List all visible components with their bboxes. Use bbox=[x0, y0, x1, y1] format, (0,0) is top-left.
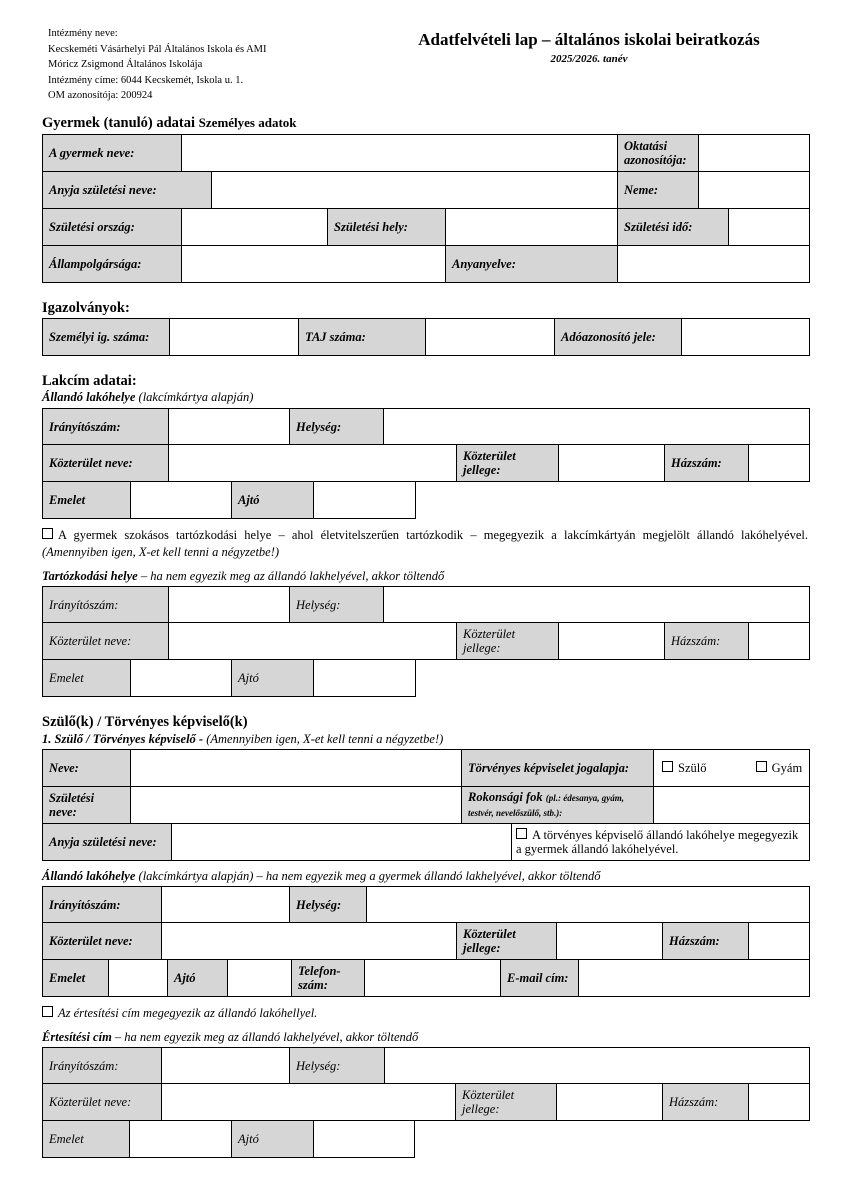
house-no-label: Házszám: bbox=[665, 445, 749, 482]
notify-note: – ha nem egyezik meg az állandó lakhelyével, akkor töltendő bbox=[111, 1030, 419, 1044]
birth-date-field[interactable] bbox=[729, 209, 810, 246]
residence-zip-field[interactable] bbox=[169, 587, 290, 624]
residence-city-label: Helység: bbox=[290, 587, 384, 624]
taj-field[interactable] bbox=[426, 319, 555, 356]
notify-title: Értesítési cím bbox=[42, 1030, 112, 1044]
notify-same-statement bbox=[42, 1006, 317, 1021]
page-subtitle: 2025/2026. tanév bbox=[550, 53, 628, 65]
parent-zip-field[interactable] bbox=[162, 887, 290, 924]
residence-street-field[interactable] bbox=[169, 623, 457, 660]
street-type-label: Közterület jellege: bbox=[457, 445, 559, 482]
parent-birth-name-label: Születési neve: bbox=[43, 787, 131, 824]
relation-label bbox=[462, 787, 654, 824]
residence-same-note: (Amennyiben igen, X-et kell tenni a négyzetbe!) bbox=[42, 545, 280, 559]
legal-basis-label: Törvényes képviselet jogalapja: bbox=[462, 750, 654, 787]
zip-label: Irányítószám: bbox=[43, 409, 169, 446]
notify-same-checkbox[interactable] bbox=[42, 1006, 53, 1017]
citizenship-field[interactable] bbox=[182, 246, 446, 283]
birth-place-field[interactable] bbox=[446, 209, 618, 246]
phone-field[interactable] bbox=[365, 960, 501, 997]
permanent-address-table-1 bbox=[42, 408, 810, 446]
permanent-address-table-3 bbox=[42, 481, 416, 519]
notify-heading bbox=[42, 1030, 418, 1045]
residence-floor-label: Emelet bbox=[43, 660, 131, 697]
institution-line: Intézmény neve: bbox=[48, 28, 118, 39]
residence-same-checkbox[interactable] bbox=[42, 528, 53, 539]
institution-line: OM azonosítója: 200924 bbox=[48, 90, 153, 101]
residence-heading bbox=[42, 569, 444, 584]
parent-name-label: Neve: bbox=[43, 750, 131, 787]
parent-floor-field[interactable] bbox=[109, 960, 168, 997]
parent-option-checkbox[interactable] bbox=[662, 761, 673, 772]
id-card-field[interactable] bbox=[170, 319, 299, 356]
notify-street-type-label: Közterület jellege: bbox=[456, 1084, 557, 1121]
street-field[interactable] bbox=[169, 445, 457, 482]
parent-mother-name-label: Anyja születési neve: bbox=[43, 824, 172, 861]
parent-contact-table bbox=[42, 959, 810, 997]
citizenship-label: Állampolgársága: bbox=[43, 246, 182, 283]
birth-country-label: Születési ország: bbox=[43, 209, 182, 246]
phone-label: Telefon-szám: bbox=[292, 960, 365, 997]
residence-door-field[interactable] bbox=[314, 660, 416, 697]
residence-street-type-field[interactable] bbox=[559, 623, 665, 660]
residence-street-label: Közterület neve: bbox=[43, 623, 169, 660]
page-title: Adatfelvételi lap – általános iskolai beiratkozás bbox=[418, 30, 760, 49]
parent-zip-label: Irányítószám: bbox=[43, 887, 162, 924]
parent-subheading-title: 1. Szülő / Törvényes képviselő - bbox=[42, 732, 204, 746]
parent-street-type-label: Közterület jellege: bbox=[457, 923, 557, 960]
parent-address-table-2 bbox=[42, 922, 810, 960]
mother-name-field[interactable] bbox=[212, 172, 618, 209]
parent-mother-name-field[interactable] bbox=[172, 824, 512, 861]
parent-option-label: Szülő bbox=[678, 761, 707, 775]
permanent-address-heading bbox=[42, 390, 253, 405]
parent-same-address-text: A törvényes képviselő állandó lakóhelye megegyezik a gyermek állandó lakóhelyével. bbox=[516, 828, 799, 856]
parent-same-address bbox=[512, 824, 810, 861]
notify-street-field[interactable] bbox=[162, 1084, 456, 1121]
section-heading-child bbox=[42, 115, 297, 132]
street-label: Közterület neve: bbox=[43, 445, 169, 482]
notify-address-table-3 bbox=[42, 1120, 415, 1158]
parent-permanent-note: (lakcímkártya alapján) – ha nem egyezik meg a gyermek állandó lakhelyével, akkor töltendő bbox=[135, 869, 601, 883]
residence-table-3 bbox=[42, 659, 416, 697]
notify-floor-field[interactable] bbox=[130, 1121, 232, 1158]
institution-line: Intézmény címe: 6044 Kecskemét, Iskola u. 1. bbox=[48, 74, 244, 86]
residence-title: Tartózkodási helye bbox=[42, 569, 138, 583]
parent-table bbox=[42, 749, 810, 861]
permanent-address-note: (lakcímkártya alapján) bbox=[135, 390, 254, 404]
parent-birth-name-field[interactable] bbox=[131, 787, 462, 824]
tax-id-label: Adóazonosító jele: bbox=[555, 319, 682, 356]
floor-label: Emelet bbox=[43, 482, 131, 519]
notify-floor-label: Emelet bbox=[43, 1121, 130, 1158]
child-name-field[interactable] bbox=[182, 135, 618, 172]
parent-name-field[interactable] bbox=[131, 750, 462, 787]
guardian-option-label: Gyám bbox=[771, 761, 803, 775]
guardian-option-checkbox[interactable] bbox=[756, 761, 767, 772]
relation-label-text: Rokonsági fok bbox=[468, 790, 543, 804]
parent-door-field[interactable] bbox=[228, 960, 292, 997]
floor-field[interactable] bbox=[131, 482, 232, 519]
taj-label: TAJ száma: bbox=[299, 319, 426, 356]
edu-id-label: Oktatási azonosítója: bbox=[618, 135, 699, 172]
notify-zip-field[interactable] bbox=[162, 1048, 290, 1085]
parent-door-label: Ajtó bbox=[168, 960, 228, 997]
relation-field[interactable] bbox=[654, 787, 810, 824]
residence-city-field[interactable] bbox=[384, 587, 810, 624]
birth-date-label: Születési idő: bbox=[618, 209, 729, 246]
parent-city-label: Helység: bbox=[290, 887, 367, 924]
email-field[interactable] bbox=[579, 960, 810, 997]
section-subheading-text: Személyes adatok bbox=[198, 115, 297, 130]
parent-floor-label: Emelet bbox=[43, 960, 109, 997]
birth-country-field[interactable] bbox=[182, 209, 328, 246]
door-label: Ajtó bbox=[232, 482, 314, 519]
city-label: Helység: bbox=[290, 409, 384, 446]
section-heading-text: Gyermek (tanuló) adatai bbox=[42, 115, 196, 131]
notify-city-label: Helység: bbox=[290, 1048, 385, 1085]
city-field[interactable] bbox=[384, 409, 810, 446]
zip-field[interactable] bbox=[169, 409, 290, 446]
residence-same-statement bbox=[42, 527, 808, 561]
edu-id-field[interactable] bbox=[699, 135, 810, 172]
institution-line: Móricz Zsigmond Általános Iskolája bbox=[48, 59, 203, 70]
door-field[interactable] bbox=[314, 482, 416, 519]
id-card-label: Személyi ig. száma: bbox=[43, 319, 170, 356]
birth-place-label: Születési hely: bbox=[328, 209, 446, 246]
parent-permanent-title: Állandó lakóhelye bbox=[42, 869, 136, 883]
mother-name-label: Anyja születési neve: bbox=[43, 172, 212, 209]
mother-tongue-label: Anyanyelve: bbox=[446, 246, 618, 283]
notify-house-no-label: Házszám: bbox=[663, 1084, 749, 1121]
notify-zip-label: Irányítószám: bbox=[43, 1048, 162, 1085]
residence-door-label: Ajtó bbox=[232, 660, 314, 697]
institution-info bbox=[48, 26, 267, 104]
parent-subheading bbox=[42, 732, 443, 747]
parent-house-no-field[interactable] bbox=[749, 923, 810, 960]
relation-hint: (pl.: édesanya, gyám, testvér, nevelőszülő, stb.): bbox=[468, 793, 625, 818]
permanent-address-title: Állandó lakóhelye bbox=[42, 390, 136, 404]
parent-subheading-note: (Amennyiben igen, X-et kell tenni a négyzetbe!) bbox=[203, 732, 444, 746]
guardian-option[interactable] bbox=[756, 761, 803, 775]
parent-street-label: Közterület neve: bbox=[43, 923, 162, 960]
notify-street-type-field[interactable] bbox=[557, 1084, 663, 1121]
parent-house-no-label: Házszám: bbox=[663, 923, 749, 960]
section-heading-parent: Szülő(k) / Törvényes képviselő(k) bbox=[42, 714, 248, 730]
notify-house-no-field[interactable] bbox=[749, 1084, 810, 1121]
house-no-field[interactable] bbox=[749, 445, 810, 482]
residence-table-1 bbox=[42, 586, 810, 624]
sex-field[interactable] bbox=[699, 172, 810, 209]
tax-id-field[interactable] bbox=[682, 319, 810, 356]
residence-house-no-field[interactable] bbox=[749, 623, 810, 660]
section-heading-address: Lakcím adatai: bbox=[42, 373, 137, 389]
parent-same-address-checkbox[interactable] bbox=[516, 828, 527, 839]
residence-note: – ha nem egyezik meg az állandó lakhelyével, akkor töltendő bbox=[137, 569, 445, 583]
child-name-label: A gyermek neve: bbox=[43, 135, 182, 172]
legal-basis-options bbox=[654, 750, 810, 787]
street-type-field[interactable] bbox=[559, 445, 665, 482]
section-heading-ids: Igazolványok: bbox=[42, 300, 130, 316]
notify-same-text: Az értesítési cím megegyezik az állandó lakóhellyel. bbox=[58, 1006, 318, 1020]
parent-street-field[interactable] bbox=[162, 923, 457, 960]
residence-street-type-label: Közterület jellege: bbox=[457, 623, 559, 660]
mother-tongue-field[interactable] bbox=[618, 246, 810, 283]
ids-table bbox=[42, 318, 810, 356]
residence-same-text: A gyermek szokásos tartózkodási helye – ahol életvitelszerűen tartózkodik – megegyezik a lakcímkártyán megjelölt állandó lakóhelyével. bbox=[58, 528, 808, 542]
notify-address-table-2 bbox=[42, 1083, 810, 1121]
email-label: E-mail cím: bbox=[501, 960, 579, 997]
parent-option[interactable] bbox=[662, 761, 706, 775]
notify-street-label: Közterület neve: bbox=[43, 1084, 162, 1121]
notify-address-table-1 bbox=[42, 1047, 810, 1085]
notify-door-field[interactable] bbox=[314, 1121, 415, 1158]
residence-house-no-label: Házszám: bbox=[665, 623, 749, 660]
notify-city-field[interactable] bbox=[385, 1048, 810, 1085]
child-personal-table bbox=[42, 134, 810, 283]
parent-address-table-1 bbox=[42, 886, 810, 924]
institution-line: Kecskeméti Vásárhelyi Pál Általános Iskola és AMI bbox=[48, 43, 267, 55]
residence-table-2 bbox=[42, 622, 810, 660]
parent-permanent-heading bbox=[42, 869, 601, 884]
sex-label: Neme: bbox=[618, 172, 699, 209]
parent-city-field[interactable] bbox=[367, 887, 810, 924]
residence-zip-label: Irányítószám: bbox=[43, 587, 169, 624]
residence-floor-field[interactable] bbox=[131, 660, 232, 697]
notify-door-label: Ajtó bbox=[232, 1121, 314, 1158]
parent-street-type-field[interactable] bbox=[557, 923, 663, 960]
permanent-address-table-2 bbox=[42, 444, 810, 482]
